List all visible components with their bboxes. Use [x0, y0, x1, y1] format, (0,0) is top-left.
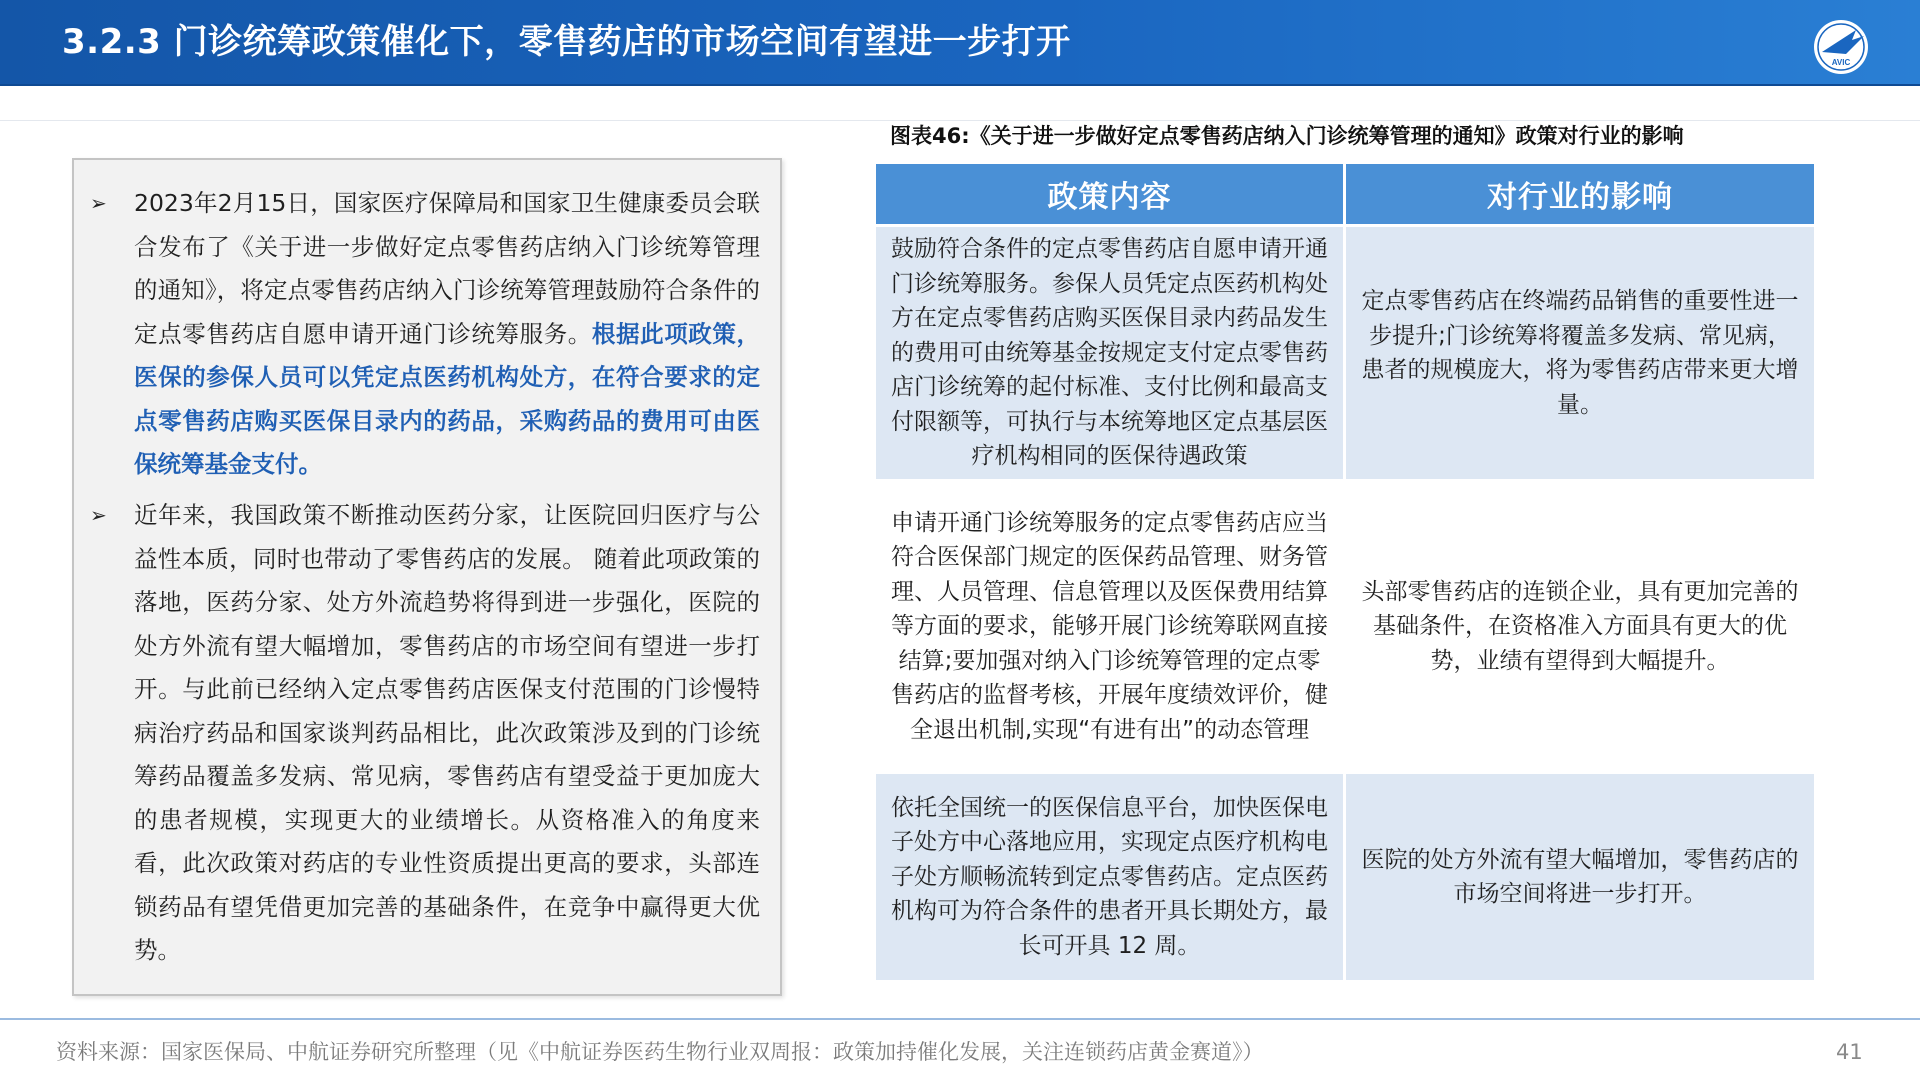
bullet-1-highlight: 根据此项政策，医保的参保人员可以凭定点医药机构处方，在符合要求的定点零售药店购买医保目录内的药品，采购药品的费用可由医保统筹基金支付。 [134, 319, 761, 478]
bullet-text-2: 近年来，我国政策不断推动医药分家，让医院回归医疗与公益性本质，同时也带动了零售药店的发展。 随着此项政策的落地，医药分家、处方外流趋势将得到进一步强化，医院的处方外流有望大幅增加，零售药店的市场空间有望进一步打开。与此前已经纳入定点零售药店医保支付范围的门诊慢特病治疗药品和国家谈判药品相比，此次政策涉及到的门诊统筹药品覆盖多发病、常见病，零售药店有望受益于更加庞大的患者规模，实现更大的业绩增长。从资格准入的角度来看，此次政策对药店的专业性资质提出更高的要求，头部连锁药品有望凭借更加完善的基础条件，在竞争中赢得更大优势。 [134, 501, 760, 964]
cell-text: 鼓励符合条件的定点零售药店自愿申请开通门诊统筹服务。参保人员凭定点医药机构处方在定点零售药店购买医保目录内药品发生的费用可由统筹基金按规定支付定点零售药店门诊统筹的起付标准、支付比例和最高支付限额等，可执行与本统筹地区定点基层医疗机构相同的医保待遇政策 [891, 236, 1328, 470]
page-title: 3.2.3 门诊统筹政策催化下，零售药店的市场空间有望进一步打开 [62, 22, 1071, 62]
page-number: 41 [1836, 1040, 1863, 1064]
table-row-3-policy [876, 774, 1343, 980]
table-header-policy: 政策内容 [876, 164, 1343, 224]
cell-text: 头部零售药店的连锁企业，具有更加完善的基础条件，在资格准入方面具有更大的优势，业绩有望得到大幅提升。 [1361, 578, 1799, 674]
summary-panel [72, 158, 782, 996]
table-row-1-policy [876, 227, 1343, 479]
figure-title: 图表46:《关于进一步做好定点零售药店纳入门诊统筹管理的通知》政策对行业的影响 [890, 124, 1684, 148]
cell-text: 依托全国统一的医保信息平台，加快医保电子处方中心落地应用，实现定点医疗机构电子处方顺畅流转到定点零售药店。定点医药机构可为符合条件的患者开具长期处方，最长可开具 12 周。 [891, 794, 1328, 959]
footer-divider [0, 1018, 1920, 1020]
table-row-2-impact [1346, 482, 1814, 771]
policy-impact-table [876, 164, 1814, 980]
table-row-1-impact [1346, 227, 1814, 479]
header-bar [0, 0, 1920, 86]
logo-text: AVIC [1831, 58, 1851, 67]
cell-text: 申请开通门诊统筹服务的定点零售药店应当符合医保部门规定的医保药品管理、财务管理、人员管理、信息管理以及医保费用结算等方面的要求，能够开展门诊统筹联网直接结算;要加强对纳入门诊统筹管理的定点零售药店的监督考核，开展年度绩效评价，健全退出机制,实现“有进有出”的动态管理 [891, 509, 1328, 743]
table-header-impact: 对行业的影响 [1346, 164, 1814, 224]
source-note: 资料来源：国家医保局、中航证券研究所整理（见《中航证券医药生物行业双周报：政策加持催化发展，关注连锁药店黄金赛道》） [56, 1040, 1264, 1064]
bullet-text-1 [134, 182, 760, 487]
bullet-arrow-icon: ➢ [90, 191, 107, 215]
cell-text: 医院的处方外流有望大幅增加，零售药店的市场空间将进一步打开。 [1361, 846, 1799, 907]
cell-text: 定点零售药店在终端药品销售的重要性进一步提升;门诊统筹将覆盖多发病、常见病，患者的规模庞大，将为零售药店带来更大增量。 [1361, 288, 1799, 418]
table-row-2-policy [876, 482, 1343, 771]
bullet-arrow-icon: ➢ [90, 503, 107, 527]
bullet-1-plain: 2023年2月15日，国家医疗保障局和国家卫生健康委员会联合发布了《关于进一步做好定点零售药店纳入门诊统筹管理的通知》，将定点零售药店纳入门诊统筹管理鼓励符合条件的定点零售药店自愿申请开通门诊统筹服务。 [134, 189, 760, 348]
table-row-3-impact [1346, 774, 1814, 980]
avic-logo-icon [1812, 18, 1870, 76]
